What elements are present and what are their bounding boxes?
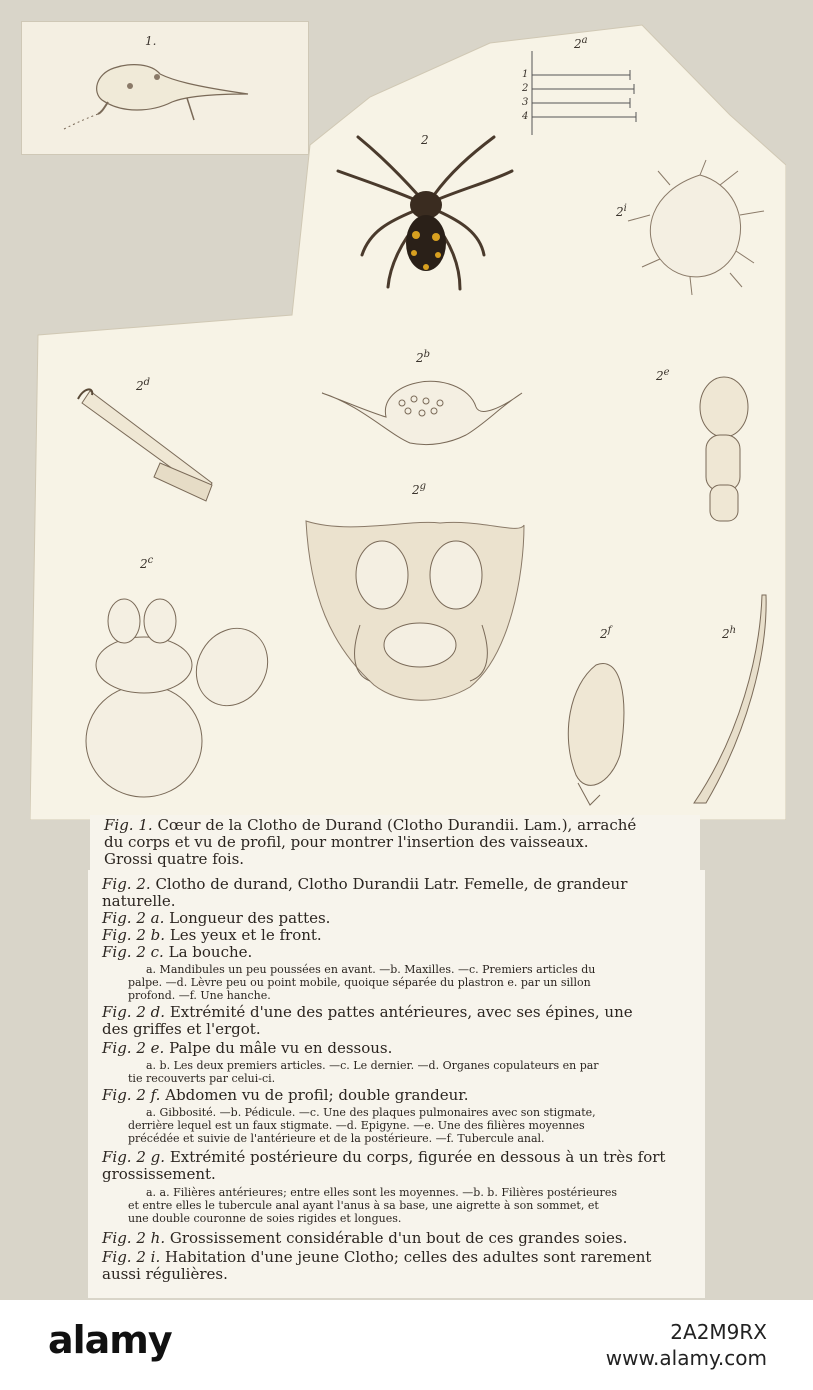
caption-fig1-line3: Grossi quatre fois. <box>104 850 245 868</box>
caption-fig2f-sub3: précédée et suivie de l'antérieure et de la postérieure. —f. Tubercule anal. <box>128 1132 545 1145</box>
caption-fig2e: Fig. 2 e. Palpe du mâle vu en dessous. <box>102 1039 393 1057</box>
figure-2g-label: 2$^g$ <box>412 481 427 497</box>
caption-fig2 <box>88 870 705 1298</box>
caption-fig2e-sub2: tie recouverts par celui-ci. <box>128 1072 276 1085</box>
brand-logo: alamy <box>48 1318 172 1362</box>
caption-fig2b: Fig. 2 b. Les yeux et le front. <box>102 926 322 944</box>
caption-fig2f: Fig. 2 f. Abdomen vu de profil; double grandeur. <box>102 1086 469 1104</box>
site-url: www.alamy.com <box>605 1346 767 1370</box>
caption-fig2g-line1: Fig. 2 g. Extrémité postérieure du corps, figurée en dessous à un très fort <box>102 1148 666 1166</box>
image-id: 2A2M9RX <box>670 1320 767 1344</box>
caption-fig2c-sub1: a. Mandibules un peu poussées en avant. —b. Maxilles. —c. Premiers articles du <box>146 963 596 976</box>
leg-number-3: 3 <box>522 97 529 108</box>
figure-2-plate <box>30 15 786 820</box>
figure-2a-label: 2$^a$ <box>574 35 588 51</box>
figure-2i-label: 2$^i$ <box>616 203 627 219</box>
caption-fig2f-sub2: derrière lequel est un faux stigmate. —d. Epigyne. —e. Une des filières moyennes <box>128 1119 585 1132</box>
caption-fig2c-sub2: palpe. —d. Lèvre peu ou point mobile, quoique séparée du plastron e. par un sillon <box>128 976 591 989</box>
figure-1-label: 1. <box>145 34 157 48</box>
caption-fig2g-sub1: a. a. Filières antérieures; entre elles sont les moyennes. —b. b. Filières postérieures <box>146 1186 617 1199</box>
figure-2f-label: 2$^f$ <box>600 625 612 641</box>
caption-fig2i-line2: aussi régulières. <box>102 1265 228 1283</box>
figure-2e-label: 2e <box>656 367 670 383</box>
caption-fig2-line1: Fig. 2. Clotho de durand, Clotho Durandii Latr. Femelle, de grandeur <box>102 875 628 893</box>
figure-2b-label: 2$^b$ <box>416 349 431 365</box>
caption-fig2g-sub3: une double couronne de soies rigides et longues. <box>128 1212 402 1225</box>
caption-fig2c: Fig. 2 c. La bouche. <box>102 943 253 961</box>
leg-number-1: 1 <box>522 69 529 80</box>
figure-2c-label: 2$^c$ <box>140 555 154 571</box>
leg-number-4: 4 <box>522 111 529 122</box>
plate-paper <box>30 15 786 820</box>
caption-fig2f-sub1: a. Gibbosité. —b. Pédicule. —c. Une des plaques pulmonaires avec son stigmate, <box>146 1106 596 1119</box>
caption-fig2-line2: naturelle. <box>102 892 176 910</box>
caption-fig2i-line1: Fig. 2 i. Habitation d'une jeune Clotho; celles des adultes sont rarement <box>102 1248 652 1266</box>
leg-number-2: 2 <box>522 83 529 94</box>
caption-fig1 <box>90 815 700 870</box>
caption-fig2d-line2: des griffes et l'ergot. <box>102 1020 261 1038</box>
figure-2h-label: 2$^h$ <box>722 625 737 641</box>
figure-2d-label: 2$^d$ <box>136 377 151 393</box>
caption-fig2e-sub1: a. b. Les deux premiers articles. —c. Le dernier. —d. Organes copulateurs en par <box>146 1059 599 1072</box>
caption-fig2a: Fig. 2 a. Longueur des pattes. <box>102 909 331 927</box>
caption-fig2g-line2: grossissement. <box>102 1165 216 1183</box>
caption-fig1-line2: du corps et vu de profil, pour montrer l'insertion des vaisseaux. <box>104 833 589 851</box>
caption-fig2d-line1: Fig. 2 d. Extrémité d'une des pattes antérieures, avec ses épines, une <box>102 1003 633 1021</box>
figure-2-label: 2 <box>421 133 429 147</box>
caption-fig2g-sub2: et entre elles le tubercule anal ayant l'anus à sa base, une aigrette à son sommet, et <box>128 1199 599 1212</box>
caption-fig2h: Fig. 2 h. Grossissement considérable d'un bout de ces grandes soies. <box>102 1229 628 1247</box>
caption-fig1-line1: Fig. 1. Cœur de la Clotho de Durand (Clotho Durandii. Lam.), arraché <box>104 816 637 834</box>
caption-fig2c-sub3: profond. —f. Une hanche. <box>128 989 271 1002</box>
